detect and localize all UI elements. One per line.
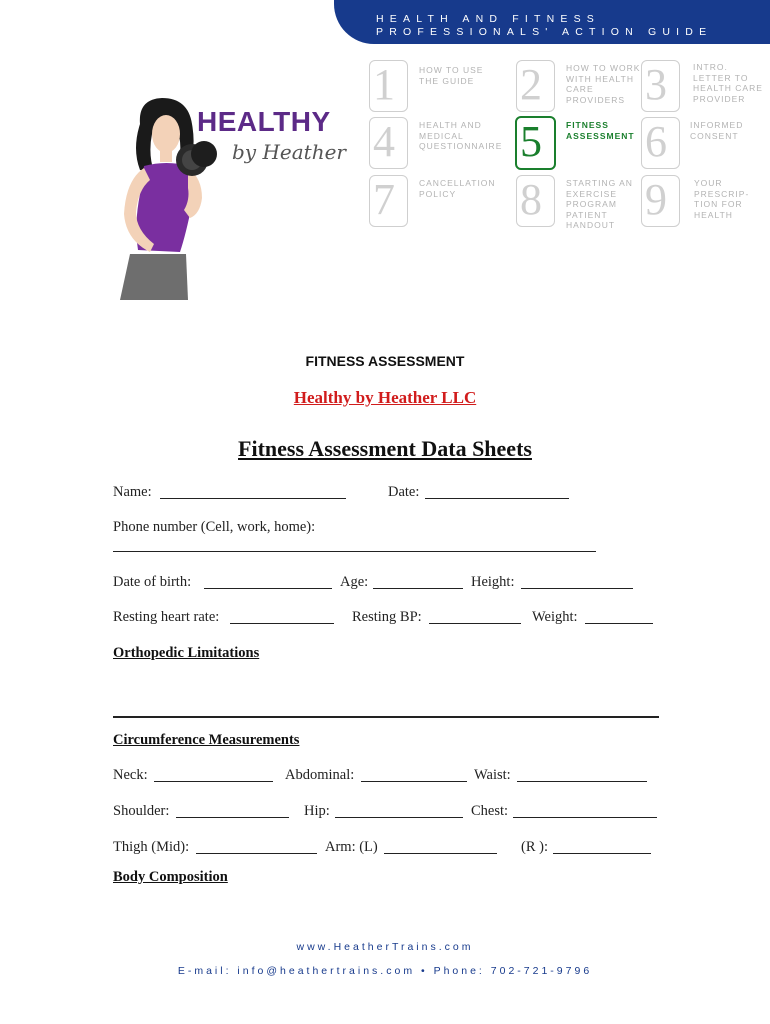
shoulder-label: Shoulder: [113, 803, 170, 819]
abdominal-label: Abdominal: [285, 767, 355, 783]
arm-left-field[interactable] [384, 853, 497, 854]
name-field[interactable] [160, 498, 346, 499]
weight-field[interactable] [585, 623, 653, 624]
header-line-2: PROFESSIONALS' ACTION GUIDE [376, 26, 713, 38]
nav-label-9[interactable]: YOUR PRESCRIP- TION FOR HEALTH [694, 178, 750, 220]
footer-contact: E-mail: info@heathertrains.com • Phone: 702-721-9796 [177, 965, 593, 977]
nav-number-3: 3 [645, 60, 667, 109]
nav-label-8[interactable]: STARTING AN EXERCISE PROGRAM PATIENT HANDOUT [566, 178, 633, 230]
resting-bp-label: Resting BP: [352, 609, 422, 625]
chest-field[interactable] [513, 817, 657, 818]
height-field[interactable] [521, 588, 633, 589]
neck-field[interactable] [154, 781, 273, 782]
nav-label-6[interactable]: INFORMED CONSENT [690, 120, 744, 141]
name-label: Name: [113, 484, 152, 500]
logo-title: HEALTHY [197, 106, 331, 137]
nav-label-7[interactable]: CANCELLATION POLICY [419, 178, 496, 199]
section-title: FITNESS ASSESSMENT [305, 353, 465, 369]
age-field[interactable] [373, 588, 463, 589]
nav-number-8: 8 [520, 175, 542, 224]
height-label: Height: [471, 574, 515, 590]
orthopedic-field[interactable] [113, 716, 659, 718]
hip-field[interactable] [335, 817, 463, 818]
document-title: Fitness Assessment Data Sheets [238, 436, 532, 461]
shoulder-field[interactable] [176, 817, 289, 818]
age-label: Age: [340, 574, 369, 590]
hip-label: Hip: [304, 803, 330, 819]
nav-number-2: 2 [520, 60, 542, 109]
nav-label-3[interactable]: INTRO. LETTER TO HEALTH CARE PROVIDER [693, 62, 763, 104]
nav-number-7: 7 [373, 175, 395, 224]
arm-left-label: Arm: (L) [325, 839, 378, 855]
thigh-field[interactable] [196, 853, 317, 854]
neck-label: Neck: [113, 767, 148, 783]
date-field[interactable] [425, 498, 569, 499]
abdominal-field[interactable] [361, 781, 467, 782]
resting-heart-rate-label: Resting heart rate: [113, 609, 220, 625]
nav-number-5: 5 [520, 117, 542, 166]
nav-label-4[interactable]: HEALTH AND MEDICAL QUESTIONNAIRE [419, 120, 503, 151]
dob-label: Date of birth: [113, 574, 192, 590]
chest-label: Chest: [471, 803, 509, 819]
phone-field[interactable] [113, 551, 596, 552]
phone-label: Phone number (Cell, work, home): [113, 519, 316, 535]
nav-label-2[interactable]: HOW TO WORK WITH HEALTH CARE PROVIDERS [566, 63, 641, 105]
date-label: Date: [388, 484, 420, 500]
resting-bp-field[interactable] [429, 623, 521, 624]
circumference-heading: Circumference Measurements [113, 732, 300, 748]
logo-subtitle: by Heather [232, 140, 346, 164]
nav-label-5[interactable]: FITNESS ASSESSMENT [566, 120, 635, 141]
company-name: Healthy by Heather LLC [293, 388, 477, 407]
nav-number-1: 1 [373, 60, 395, 109]
nav-label-1[interactable]: HOW TO USE THE GUIDE [419, 65, 484, 86]
arm-right-label: (R ): [521, 839, 548, 855]
header-line-1: HEALTH AND FITNESS [376, 13, 601, 25]
orthopedic-heading: Orthopedic Limitations [113, 645, 260, 661]
weight-label: Weight: [532, 609, 578, 625]
dob-field[interactable] [204, 588, 332, 589]
arm-right-field[interactable] [553, 853, 651, 854]
body-composition-heading: Body Composition [113, 869, 228, 885]
waist-label: Waist: [474, 767, 511, 783]
nav-number-4: 4 [373, 117, 395, 166]
waist-field[interactable] [517, 781, 647, 782]
nav-number-9: 9 [645, 175, 667, 224]
footer-website[interactable]: www.HeatherTrains.com [296, 941, 474, 953]
nav-number-6: 6 [645, 117, 667, 166]
resting-heart-rate-field[interactable] [230, 623, 334, 624]
thigh-label: Thigh (Mid): [113, 839, 190, 855]
